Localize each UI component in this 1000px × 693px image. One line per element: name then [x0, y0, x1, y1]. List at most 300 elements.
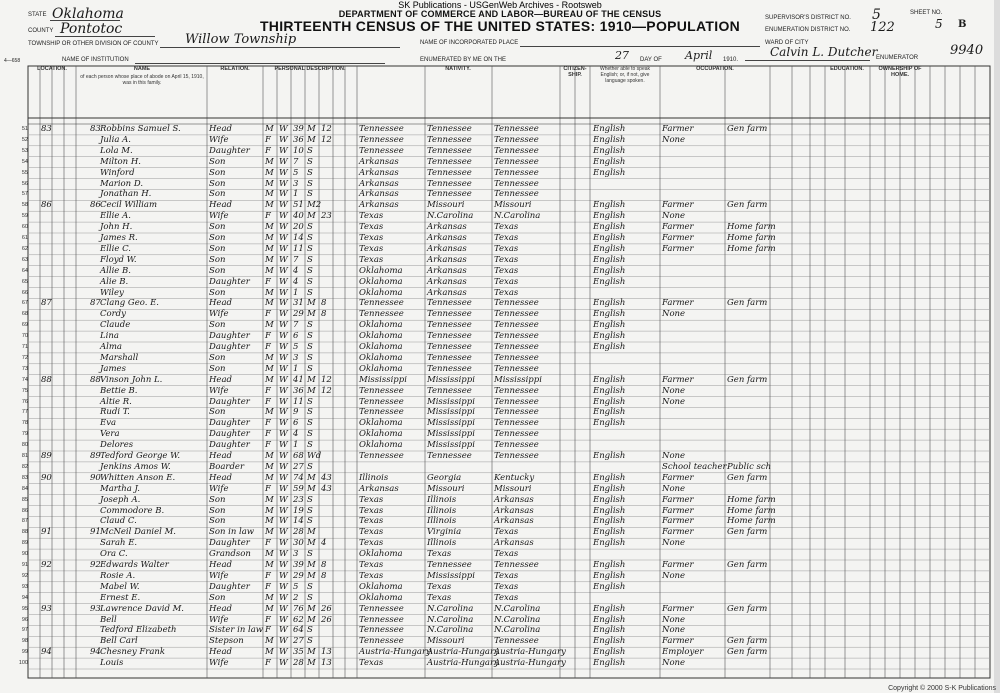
cell-age: 11	[293, 243, 304, 254]
cell-rel: Grandson	[209, 549, 251, 560]
cell-yrs: 13	[321, 658, 332, 669]
cell-mb: Tennessee	[494, 298, 539, 309]
cell-ms: M	[307, 374, 316, 385]
cell-name: Delores	[100, 440, 134, 451]
cell-fb: Tennessee	[427, 320, 472, 331]
cell-rel: Son	[209, 156, 226, 167]
cell-age: 35	[293, 647, 304, 658]
cell-mb: Texas	[494, 592, 519, 603]
cell-name: Floyd W.	[100, 254, 137, 265]
line-number: 94	[21, 594, 28, 601]
cell-mb: Tennessee	[494, 178, 539, 189]
cell-sex: F	[265, 134, 271, 145]
cell-sex: M	[265, 527, 274, 538]
cell-age: 1	[293, 189, 299, 200]
cell-born: Texas	[359, 538, 384, 549]
cell-race: W	[279, 342, 288, 352]
cell-race: W	[279, 298, 288, 309]
cell-mb: Missouri	[494, 483, 532, 494]
cell-rel: Son	[209, 287, 226, 298]
cell-fb: Mississippi	[427, 374, 475, 385]
cell-fb: Tennessee	[427, 352, 472, 363]
cell-dw: 94	[41, 647, 52, 658]
ward-label: WARD OF CITY	[765, 40, 809, 46]
cell-age: 5	[293, 342, 299, 352]
cell-mb: Kentucky	[494, 472, 535, 483]
cell-fb: Tennessee	[427, 451, 472, 461]
cell-eng: English	[593, 396, 626, 407]
cell-race: W	[279, 352, 288, 363]
cell-age: 1	[293, 363, 299, 374]
cell-sex: M	[265, 374, 274, 385]
cell-age: 36	[293, 134, 304, 145]
cell-sex: M	[265, 254, 274, 265]
cell-dw: 87	[41, 298, 52, 309]
cell-rel: Head	[209, 451, 232, 461]
cell-race: W	[279, 592, 288, 603]
cell-rel: Son	[209, 516, 226, 527]
cell-mb: N.Carolina	[494, 625, 541, 636]
table-row	[0, 407, 1000, 417]
cell-fb: Tennessee	[427, 298, 472, 309]
cell-ind: Home farm	[727, 233, 776, 243]
cell-ms: S	[307, 592, 313, 603]
cell-fb: Texas	[427, 581, 452, 592]
cell-rel: Head	[209, 374, 232, 385]
cell-race: W	[279, 658, 288, 669]
cell-fb: Tennessee	[427, 331, 472, 342]
cell-sex: M	[265, 200, 274, 211]
cell-age: 23	[293, 494, 304, 505]
cell-eng: English	[593, 309, 626, 320]
cell-born: Texas	[359, 211, 384, 222]
cell-ms: M	[307, 560, 316, 570]
cell-ind: Gen farm	[727, 200, 768, 211]
cell-born: Texas	[359, 233, 384, 243]
table-row	[0, 462, 1000, 472]
cell-race: W	[279, 276, 288, 287]
cell-race: W	[279, 396, 288, 407]
cell-eng: English	[593, 472, 626, 483]
cell-rel: Wife	[209, 570, 229, 581]
cell-yrs: 8	[321, 298, 327, 309]
cell-ms: S	[307, 331, 313, 342]
cell-occ: School teacher	[662, 461, 727, 472]
cell-sex: M	[265, 320, 274, 331]
cell-sex: M	[265, 451, 274, 461]
cell-occ: Farmer	[662, 636, 694, 647]
table-row	[0, 495, 1000, 505]
cell-fb: Arkansas	[427, 254, 467, 265]
line-number: 70	[21, 333, 28, 340]
cell-name: Tedford George W.	[100, 451, 181, 461]
line-number: 60	[21, 224, 28, 231]
cell-mb: Mississippi	[494, 374, 542, 385]
table-row	[0, 255, 1000, 265]
cell-sex: M	[265, 363, 274, 374]
cell-ms: S	[307, 320, 313, 331]
cell-yrs: 43	[321, 472, 332, 483]
cell-born: Oklahoma	[359, 276, 403, 287]
line-number: 77	[21, 409, 28, 416]
cell-age: 6	[293, 331, 299, 342]
cell-born: Mississippi	[359, 374, 407, 385]
cell-race: W	[279, 243, 288, 254]
cell-occ: None	[662, 396, 686, 407]
county-value: Pontotoc	[60, 21, 123, 37]
table-row	[0, 375, 1000, 385]
cell-name: Commodore B.	[100, 505, 165, 516]
cell-mb: Tennessee	[494, 156, 539, 167]
cell-born: Texas	[359, 494, 384, 505]
cell-occ: None	[662, 570, 686, 581]
cell-rel: Head	[209, 603, 232, 614]
cell-mb: Texas	[494, 265, 519, 276]
cell-eng: English	[593, 124, 626, 134]
cell-rel: Daughter	[209, 581, 250, 592]
cell-mb: Austria-Hungary	[494, 647, 566, 658]
cell-sex: F	[265, 331, 271, 342]
table-row	[0, 244, 1000, 254]
cell-age: 1	[293, 287, 299, 298]
cell-mb: Texas	[494, 243, 519, 254]
table-row	[0, 266, 1000, 276]
cell-ms: S	[307, 167, 313, 178]
cell-mb: Texas	[494, 549, 519, 560]
cell-eng: English	[593, 265, 626, 276]
cell-age: 59	[293, 483, 304, 494]
cell-eng: English	[593, 560, 626, 570]
cell-age: 11	[293, 396, 304, 407]
table-row	[0, 146, 1000, 156]
cell-born: Arkansas	[359, 189, 399, 200]
cell-mb: Texas	[494, 570, 519, 581]
cell-age: 1	[293, 440, 299, 451]
cell-ms: S	[307, 418, 313, 429]
cell-sex: M	[265, 265, 274, 276]
cell-race: W	[279, 167, 288, 178]
cell-born: Arkansas	[359, 483, 399, 494]
cell-eng: English	[593, 658, 626, 669]
line-number: 91	[21, 562, 28, 568]
cell-fb: Tennessee	[427, 134, 472, 145]
cell-born: Arkansas	[359, 200, 399, 211]
cell-rel: Son	[209, 494, 226, 505]
cell-race: W	[279, 451, 288, 461]
cell-name: James	[100, 363, 126, 374]
cell-age: 20	[293, 222, 304, 233]
line-number: 93	[21, 583, 28, 590]
cell-fam: 92	[90, 560, 101, 570]
cell-name: Lawrence David M.	[100, 603, 184, 614]
line-number: 68	[21, 311, 28, 318]
cell-born: Tennessee	[359, 396, 404, 407]
cell-mb: Tennessee	[494, 134, 539, 145]
institution-label: NAME OF INSTITUTION	[62, 57, 129, 63]
cell-mb: Tennessee	[494, 145, 539, 156]
cell-fb: Arkansas	[427, 287, 467, 298]
cell-occ: Farmer	[662, 527, 694, 538]
cell-eng: English	[593, 331, 626, 342]
ownership-header: OWNERSHIP OF HOME.	[878, 66, 922, 78]
table-row	[0, 615, 1000, 625]
cell-born: Texas	[359, 560, 384, 570]
cell-fb: Arkansas	[427, 265, 467, 276]
cell-fb: Arkansas	[427, 233, 467, 243]
cell-race: W	[279, 407, 288, 418]
year-label: 1910.	[723, 57, 739, 63]
cell-eng: English	[593, 134, 626, 145]
state-value: Oklahoma	[52, 6, 124, 22]
cell-born: Tennessee	[359, 451, 404, 461]
cell-dw: 91	[41, 527, 52, 538]
cell-age: 6	[293, 418, 299, 429]
cell-rel: Son	[209, 265, 226, 276]
cell-ms: M	[307, 124, 316, 134]
sheet-side: B	[958, 19, 967, 30]
cell-name: Cordy	[100, 309, 126, 320]
table-row	[0, 277, 1000, 287]
cell-mb: Texas	[494, 527, 519, 538]
cell-fb: Virginia	[427, 527, 462, 538]
cell-race: W	[279, 636, 288, 647]
cell-sex: F	[265, 396, 271, 407]
cell-fb: Mississippi	[427, 418, 475, 429]
cell-name: Clang Geo. E.	[100, 298, 160, 309]
cell-age: 64	[293, 625, 304, 636]
cell-born: Tennessee	[359, 298, 404, 309]
cell-fb: Tennessee	[427, 385, 472, 396]
cell-born: Arkansas	[359, 156, 399, 167]
cell-born: Tennessee	[359, 625, 404, 636]
cell-rel: Son	[209, 592, 226, 603]
cell-born: Texas	[359, 527, 384, 538]
cell-mb: Tennessee	[494, 451, 539, 461]
cell-born: Texas	[359, 505, 384, 516]
cell-fb: Illinois	[427, 494, 457, 505]
cell-rel: Wife	[209, 211, 229, 222]
cell-sex: F	[265, 440, 271, 451]
cell-race: W	[279, 483, 288, 494]
line-number: 98	[21, 638, 28, 645]
supervisor-value: 5	[872, 7, 881, 23]
cell-rel: Son	[209, 222, 226, 233]
line-number: 74	[21, 376, 28, 383]
cell-ms: S	[307, 189, 313, 200]
cell-dw: 93	[41, 603, 52, 614]
cell-sex: M	[265, 636, 274, 647]
table-row	[0, 200, 1000, 210]
cell-name: Ellie A.	[100, 211, 131, 222]
cell-yrs: 12	[321, 124, 332, 134]
cell-age: 29	[293, 570, 304, 581]
department-title: DEPARTMENT OF COMMERCE AND LABOR—BUREAU OF THE CENSUS	[338, 9, 662, 19]
table-row	[0, 440, 1000, 450]
table-row	[0, 484, 1000, 494]
cell-race: W	[279, 374, 288, 385]
cell-yrs: 12	[321, 374, 332, 385]
line-number: 79	[21, 431, 28, 438]
cell-ind: Gen farm	[727, 374, 768, 385]
cell-mb: Tennessee	[494, 429, 539, 440]
cell-ind: Home farm	[727, 516, 776, 527]
cell-race: W	[279, 560, 288, 570]
table-row	[0, 233, 1000, 243]
corner-number: 9940	[950, 43, 984, 58]
cell-fam: 91	[90, 527, 101, 538]
cell-name: Cecil William	[100, 200, 158, 211]
cell-sex: F	[265, 309, 271, 320]
cell-mb: Tennessee	[494, 636, 539, 647]
cell-race: W	[279, 472, 288, 483]
line-number: 73	[21, 365, 28, 372]
cell-occ: Farmer	[662, 233, 694, 243]
cell-age: 14	[293, 233, 304, 243]
table-row	[0, 342, 1000, 352]
cell-ms: S	[307, 156, 313, 167]
cell-race: W	[279, 527, 288, 538]
cell-rel: Son	[209, 363, 226, 374]
cell-fb: Illinois	[427, 538, 457, 549]
cell-fb: Mississippi	[427, 396, 475, 407]
cell-fb: Tennessee	[427, 178, 472, 189]
cell-race: W	[279, 570, 288, 581]
cell-age: 62	[293, 614, 304, 625]
cell-race: W	[279, 287, 288, 298]
cell-name: Claude	[100, 320, 131, 331]
cell-mb: N.Carolina	[494, 614, 541, 625]
cell-age: 29	[293, 309, 304, 320]
cell-name: Altie R.	[100, 396, 132, 407]
table-row	[0, 320, 1000, 330]
cell-age: 7	[293, 254, 299, 265]
cell-sex: M	[265, 516, 274, 527]
cell-sex: F	[265, 342, 271, 352]
cell-race: W	[279, 320, 288, 331]
cell-rel: Daughter	[209, 145, 250, 156]
cell-eng: English	[593, 298, 626, 309]
cell-rel: Daughter	[209, 342, 250, 352]
cell-fb: Arkansas	[427, 243, 467, 254]
nativity-header: NATIVITY.	[445, 66, 471, 72]
cell-fb: Missouri	[427, 200, 465, 211]
cell-fb: Tennessee	[427, 156, 472, 167]
cell-ms: S	[307, 254, 313, 265]
cell-name: Julia A.	[100, 134, 131, 145]
cell-rel: Wife	[209, 658, 229, 669]
cell-race: W	[279, 331, 288, 342]
cell-occ: None	[662, 625, 686, 636]
table-row	[0, 506, 1000, 516]
cell-fam: 93	[90, 603, 101, 614]
cell-name: Lina	[100, 331, 119, 342]
line-number: 100	[18, 660, 28, 667]
table-row	[0, 364, 1000, 374]
cell-born: Oklahoma	[359, 592, 403, 603]
enumeration-district-value: 122	[870, 20, 895, 35]
cell-mb: Tennessee	[494, 331, 539, 342]
cell-born: Tennessee	[359, 145, 404, 156]
cell-ind: Home farm	[727, 222, 776, 233]
cell-ind: Gen farm	[727, 636, 768, 647]
cell-ms: Wd	[307, 451, 322, 461]
cell-eng: English	[593, 145, 626, 156]
table-row	[0, 397, 1000, 407]
cell-yrs: 26	[321, 603, 332, 614]
cell-fb: Mississippi	[427, 570, 475, 581]
cell-mb: Texas	[494, 222, 519, 233]
cell-rel: Daughter	[209, 440, 250, 451]
cell-name: Eva	[100, 418, 117, 429]
cell-rel: Wife	[209, 134, 229, 145]
census-title: THIRTEENTH CENSUS OF THE UNITED STATES: 1910—POPULATION	[259, 18, 741, 34]
line-number: 83	[21, 474, 28, 481]
cell-eng: English	[593, 636, 626, 647]
citizenship-header: CITIZEN-SHIP.	[563, 66, 587, 78]
cell-occ: None	[662, 134, 686, 145]
table-row	[0, 560, 1000, 570]
cell-ms: S	[307, 363, 313, 374]
cell-race: W	[279, 189, 288, 200]
cell-age: 3	[293, 178, 299, 189]
cell-name: Whitten Anson E.	[100, 472, 176, 483]
cell-mb: N.Carolina	[494, 603, 541, 614]
cell-fb: Georgia	[427, 472, 462, 483]
cell-mb: Tennessee	[494, 352, 539, 363]
cell-eng: English	[593, 614, 626, 625]
cell-yrs: 13	[321, 647, 332, 658]
cell-ms: S	[307, 145, 313, 156]
cell-eng: English	[593, 418, 626, 429]
cell-born: Tennessee	[359, 134, 404, 145]
form-number: 4—658	[4, 58, 21, 64]
line-number: 65	[21, 278, 28, 285]
cell-ms: S	[307, 636, 313, 647]
table-row	[0, 527, 1000, 537]
table-row	[0, 135, 1000, 145]
cell-name: Allie B.	[100, 265, 131, 276]
cell-born: Oklahoma	[359, 320, 403, 331]
location-column-header: LOCATION.	[37, 66, 67, 72]
cell-ms: M	[307, 658, 316, 669]
line-number: 56	[21, 180, 28, 187]
cell-rel: Son	[209, 233, 226, 243]
cell-race: W	[279, 647, 288, 658]
cell-yrs: 23	[321, 211, 332, 222]
cell-name: Chesney Frank	[100, 647, 166, 658]
cell-rel: Son	[209, 178, 226, 189]
cell-eng: English	[593, 494, 626, 505]
cell-sex: F	[265, 570, 271, 581]
cell-race: W	[279, 200, 288, 211]
cell-rel: Son	[209, 505, 226, 516]
cell-rel: Son	[209, 254, 226, 265]
cell-mb: Texas	[494, 233, 519, 243]
cell-sex: M	[265, 592, 274, 603]
cell-occ: Farmer	[662, 200, 694, 211]
table-row	[0, 473, 1000, 483]
cell-race: W	[279, 156, 288, 167]
line-number: 67	[21, 300, 28, 307]
enumeration-month: April	[685, 49, 713, 62]
table-row	[0, 288, 1000, 298]
cell-ms: M2	[307, 200, 322, 211]
cell-rel: Son	[209, 320, 226, 331]
cell-race: W	[279, 254, 288, 265]
line-number: 81	[21, 453, 28, 459]
cell-born: Arkansas	[359, 167, 399, 178]
cell-eng: English	[593, 374, 626, 385]
